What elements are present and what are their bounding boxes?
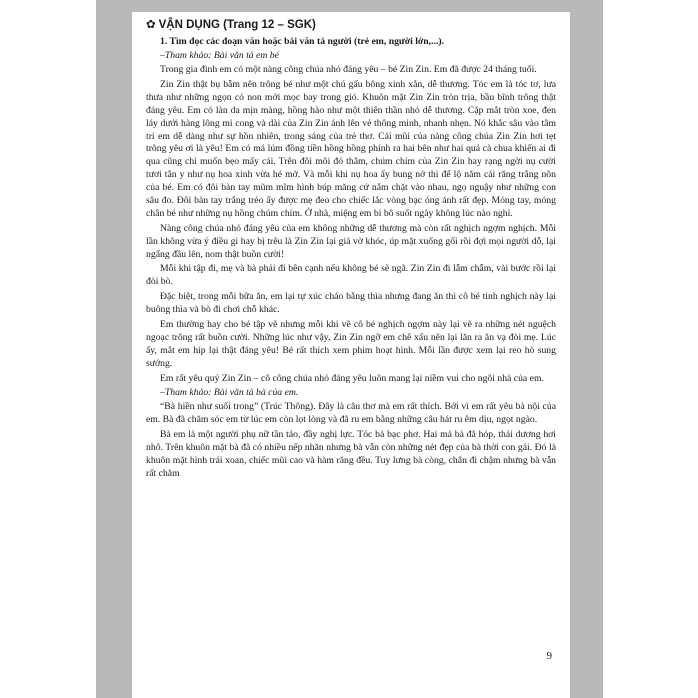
paragraph: Em thường hay cho bé tập vẽ nhưng mỗi khi vẽ cô bé nghịch ngợm này lại vẽ ra những nét nguệch ngoạc trông rất buồn cười. Những lúc như vậy, Zin Zin ngỡ em chê xấu nên lại lăn ra ăn vạ đòi mẹ. Lúc ấy, mắt em híp lại thật đáng yêu! Bé rất thích xem phim hoạt hình. Mỗi lần được xem lại reo hò sung sướng. <box>146 318 556 369</box>
section-heading-text: VẬN DỤNG (Trang 12 – SGK) <box>158 19 316 31</box>
document-page <box>132 12 570 698</box>
paragraph: Zin Zin thật bụ bẫm nên trông bé như một chú gấu bông xinh xắn, dễ thương. Tóc em là tóc tơ, lưa thưa như những ngọn cỏ non mới mọc bay trong gió. Khuôn mặt Zin Zin tròn trịa, bầu bĩnh trông thật đáng yêu. Em có làn da mịn màng, hồng hào như một thiên thần nhỏ dễ thương. Cặp mắt tròn xoe, đen láy dưới hàng lông mi cong và dài của Zin Zin ánh lên vẻ thông minh, nhanh nhẹn. Nó khắc sâu vào tâm trí em dễ dàng như sự hồn nhiên, trong sáng của trẻ thơ. Cái mũi của nàng công chúa Zin Zin hơi tẹt trông yêu ơi là yêu! Em có má lúm đồng tiền hồng hồng phính ra hai bên như hai quả cà chua khiến ai đi qua cũng chỉ muốn bẹo mấy cái. Trên đôi môi đỏ thắm, chúm chím của Zin Zin hay rạng ngời nụ cười tươi tắn y như nụ hoa xinh vừa hé mở. Và mỗi khi nụ hoa ấy bung nở thì để lộ năm cái răng trắng nõn của bé. Em có đôi bàn tay mũm mĩm hình búp măng cứ nắm chặt vào nhau, ngọ nguậy như những con sâu đo. Đôi bàn tay trắng trẻo ấy được mẹ đeo cho chiếc lắc vòng bạc óng ánh rất đẹp. Móng tay, móng chân bé như những nụ hồng chúm chím. Ở nhà, miệng em bi bô suốt ngày không lúc nào nghỉ. <box>146 78 556 219</box>
task-instruction: 1. Tìm đọc các đoạn văn hoặc bài văn tả người (trẻ em, người lớn,...). <box>160 36 444 48</box>
paragraph: Đặc biệt, trong mỗi bữa ăn, em lại tự xúc cháo bằng thìa nhưng đang ăn thì cô bé tinh nghịch này lại buông thìa và bò đi chơi chỗ khác. <box>146 291 556 316</box>
paragraph: Trong gia đình em có một nàng công chúa nhỏ đáng yêu – bé Zin Zin. Em đã được 24 tháng tuổi. <box>160 64 537 76</box>
paragraph: Nàng công chúa nhỏ đáng yêu của em không những dễ thương mà còn rất nghịch ngợm nghịch. Mỗi lần không vừa ý điều gì hay bị trêu là Zin Zin lại giả vờ khóc, úp mặt xuống gối rồi đợi mọi người dỗ, lại ngẩng đầu lên, nom thật buồn cười! <box>146 222 556 260</box>
paragraph: Em rất yêu quý Zin Zin – cô công chúa nhỏ đáng yêu luôn mang lại niềm vui cho ngôi nhà của em. <box>160 372 544 384</box>
reference-label-1: –Tham khảo: Bài văn tả em bé <box>160 50 279 62</box>
paragraph: Bà em là một người phụ nữ tần tảo, đầy nghị lực. Tóc bà bạc phơ. Hai má bà đã hóp, thái dương hơi nhô. Trên khuôn mặt bà đã có nhiều nếp nhăn nhưng bà vẫn còn những nét đẹp của bà thời con gái. Đó là khuôn mặt hình trái xoan, chiếc mũi cao và hàm răng đều. Tuy lưng bà còng, chân đi chậm nhưng bà vẫn rất chăm <box>146 429 556 479</box>
flower-bullet-icon: ✿ <box>146 19 156 31</box>
paragraph: “Bà hiền như suối trong” (Trúc Thông). Đây là câu thơ mà em rất thích. Bởi vì em rất yêu bà nội của em. Bà đã chăm sóc em từ lúc em còn lọt lòng và đã ru em bằng những câu hát ru êm dịu, ngọt ngào. <box>146 401 556 426</box>
section-heading <box>146 18 556 33</box>
page-number: 9 <box>546 650 552 663</box>
reference-label-2: –Tham khảo: Bài văn tả bà của em. <box>160 387 299 399</box>
paragraph: Mỗi khi tập đi, mẹ và bà phải đi bên cạnh nếu không bé sẽ ngã. Zin Zin đi lẫm chẫm, vài bước rồi lại đòi bò. <box>146 263 556 288</box>
